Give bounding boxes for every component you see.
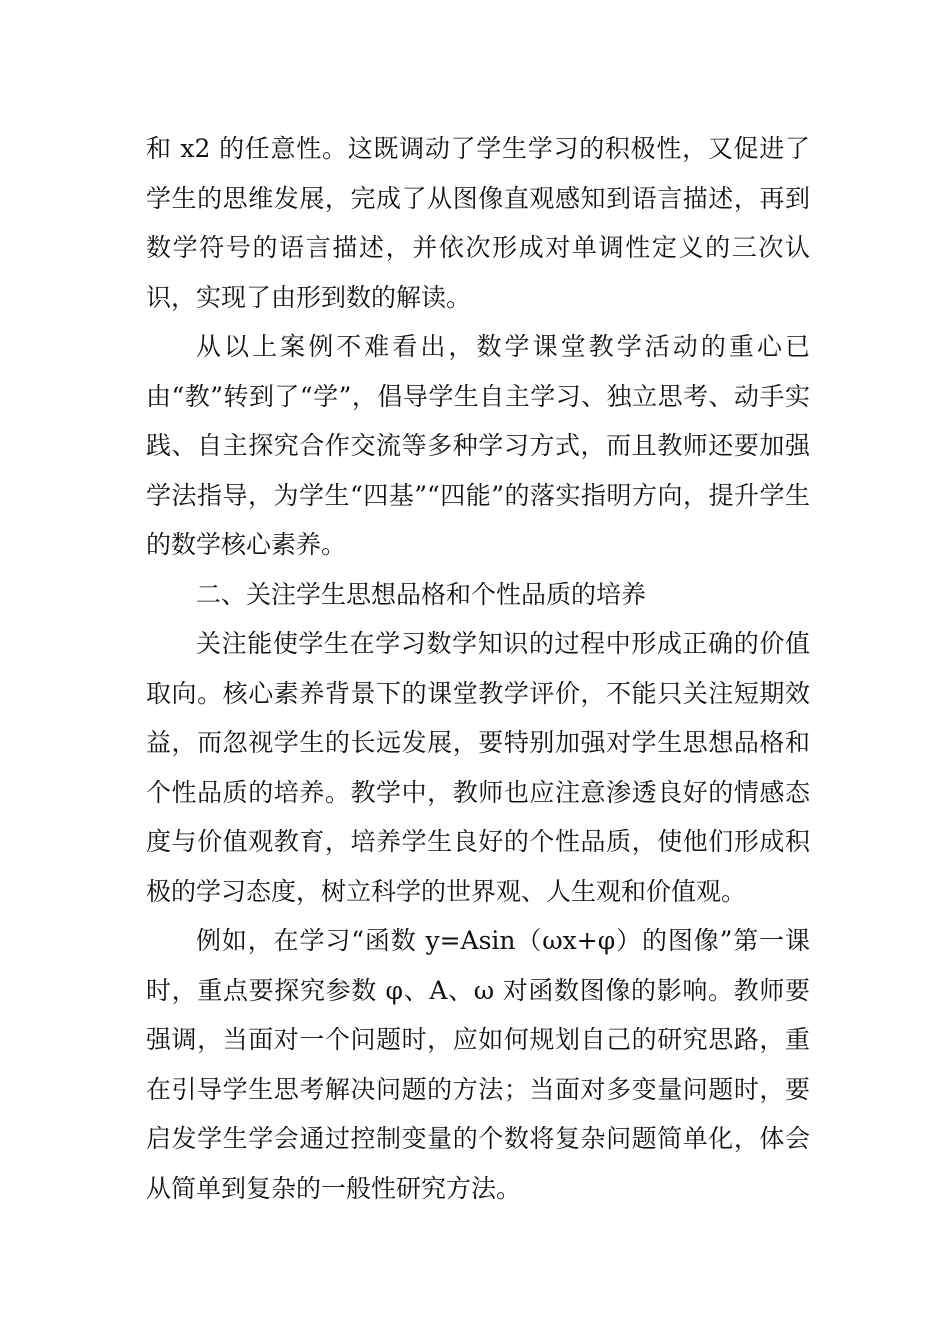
section-heading: 二、关注学生思想品格和个性品质的培养 <box>196 579 647 609</box>
paragraph-example: 例如，在学习“函数 y=Asin（ωx+φ）的图像”第一课时，重点要探究参数 φ、A、ω 对函数图像的影响。教师要强调，当面对一个问题时，应如何规划自己的研究思路，重在引导学生思考解决问题的方法；当面对多变量问题时，要启发学生学会通过控制变量的个数将复杂问题简单化，体会从简单到复杂的一般性研究方法。 <box>146 926 810 1203</box>
paragraph-case-summary: 从以上案例不难看出，数学课堂教学活动的重心已由“教”转到了“学”，倡导学生自主学习、独立思考、动手实践、自主探究合作交流等多种学习方式，而且教师还要加强学法指导，为学生“四基”“四能”的落实指明方向，提升学生的数学核心素养。 <box>146 332 810 559</box>
paragraph-continuation: 和 x2 的任意性。这既调动了学生学习的积极性，又促进了学生的思维发展，完成了从图像直观感知到语言描述，再到数学符号的语言描述，并依次形成对单调性定义的三次认识，实现了由形到数的解读。 <box>146 134 810 312</box>
paragraph-values: 关注能使学生在学习数学知识的过程中形成正确的价值取向。核心素养背景下的课堂教学评价，不能只关注短期效益，而忽视学生的长远发展，要特别加强对学生思想品格和个性品质的培养。教学中，教师也应注意渗透良好的情感态度与价值观教育，培养学生良好的个性品质，使他们形成积极的学习态度，树立科学的世界观、人生观和价值观。 <box>146 629 810 906</box>
document-body <box>146 124 810 1213</box>
